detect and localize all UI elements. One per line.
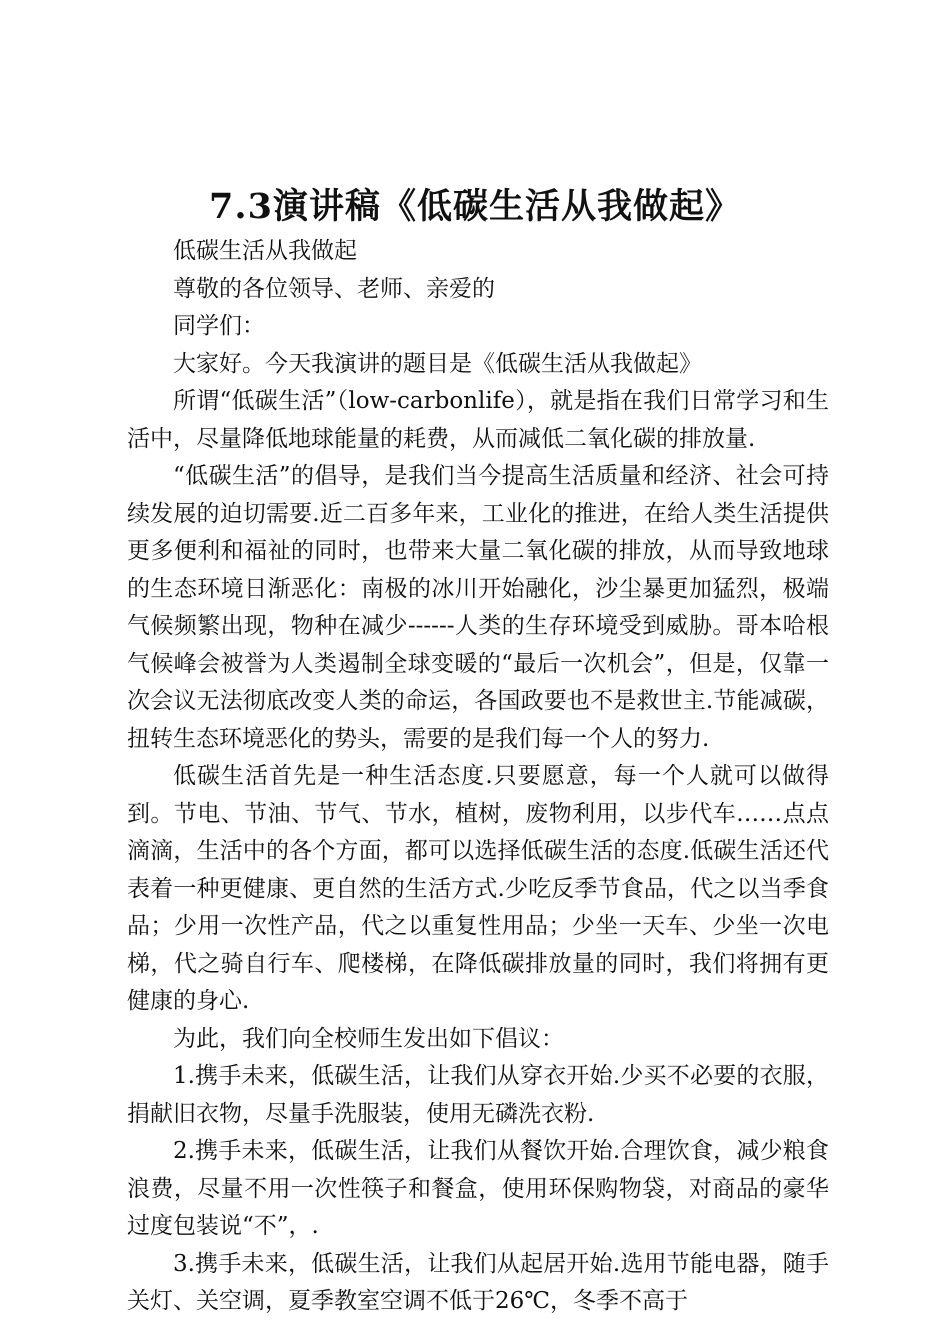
paragraph-importance: “低碳生活”的倡导，是我们当今提高生活质量和经济、社会可持续发展的迫切需要.近二百多年来，工业化的推进，在给人类生活提供更多便利和福祉的同时，也带来大量二氧化碳的排放，从而导致地球的生态环境日渐恶化：南极的冰川开始融化，沙尘暴更加猛烈，极端气候频繁出现，物种在减少------人类的生存环境受到威胁。哥本哈根气候峰会被誉为人类遏制全球变暖的“最后一次机会”，但是，仅靠一次会议无法彻底改变人类的命运，各国政要也不是救世主.节能减碳，扭转生态环境恶化的势头，需要的是我们每一个人的努力.: [127, 463, 829, 752]
paragraph-salutation-cont: 同学们：: [173, 313, 265, 339]
paragraph-salutation: 尊敬的各位领导、老师、亲爱的: [173, 275, 495, 302]
paragraph-definition: 所谓“低碳生活”（low-carbonlife），就是指在我们日常学习和生活中，尽量降低地球能量的耗费，从而减低二氧化碳的排放量.: [127, 388, 829, 452]
paragraph-proposal-1: 1.携手未来，低碳生活，让我们从穿衣开始.少买不必要的衣服，捐献旧衣物，尽量手洗服装，使用无磷洗衣粉.: [127, 1063, 829, 1127]
paragraph-proposal-2: 2.携手未来，低碳生活，让我们从餐饮开始.合理饮食，减少粮食浪费，尽量不用一次性筷子和餐盒，使用环保购物袋，对商品的豪华过度包装说“不”，.: [127, 1138, 829, 1239]
paragraph-greeting: 大家好。今天我演讲的题目是《低碳生活从我做起》: [173, 350, 702, 377]
paragraph-proposal-3: 3.携手未来，低碳生活，让我们从起居开始.选用节能电器，随手关灯、关空调，夏季教室空调不低于26℃，冬季不高于: [127, 1250, 829, 1314]
paragraph-attitude: 低碳生活首先是一种生活态度.只要愿意，每一个人就可以做得到。节电、节油、节气、节水，植树，废物利用，以步代车……点点滴滴，生活中的各个方面，都可以选择低碳生活的态度.低碳生活还代表着一种更健康、更自然的生活方式.少吃反季节食品，代之以当季食品；少用一次性产品，代之以重复性用品；少坐一天车、少坐一次电梯，代之骑自行车、爬楼梯，在降低碳排放量的同时，我们将拥有更健康的身心.: [127, 763, 829, 1014]
paragraph-heading: 低碳生活从我做起: [173, 238, 357, 264]
document-body: [127, 233, 829, 1321]
paragraph-proposal-intro: 为此，我们向全校师生发出如下倡议：: [173, 1025, 564, 1052]
document-title: 7.3演讲稿《低碳生活从我做起》: [209, 186, 741, 227]
